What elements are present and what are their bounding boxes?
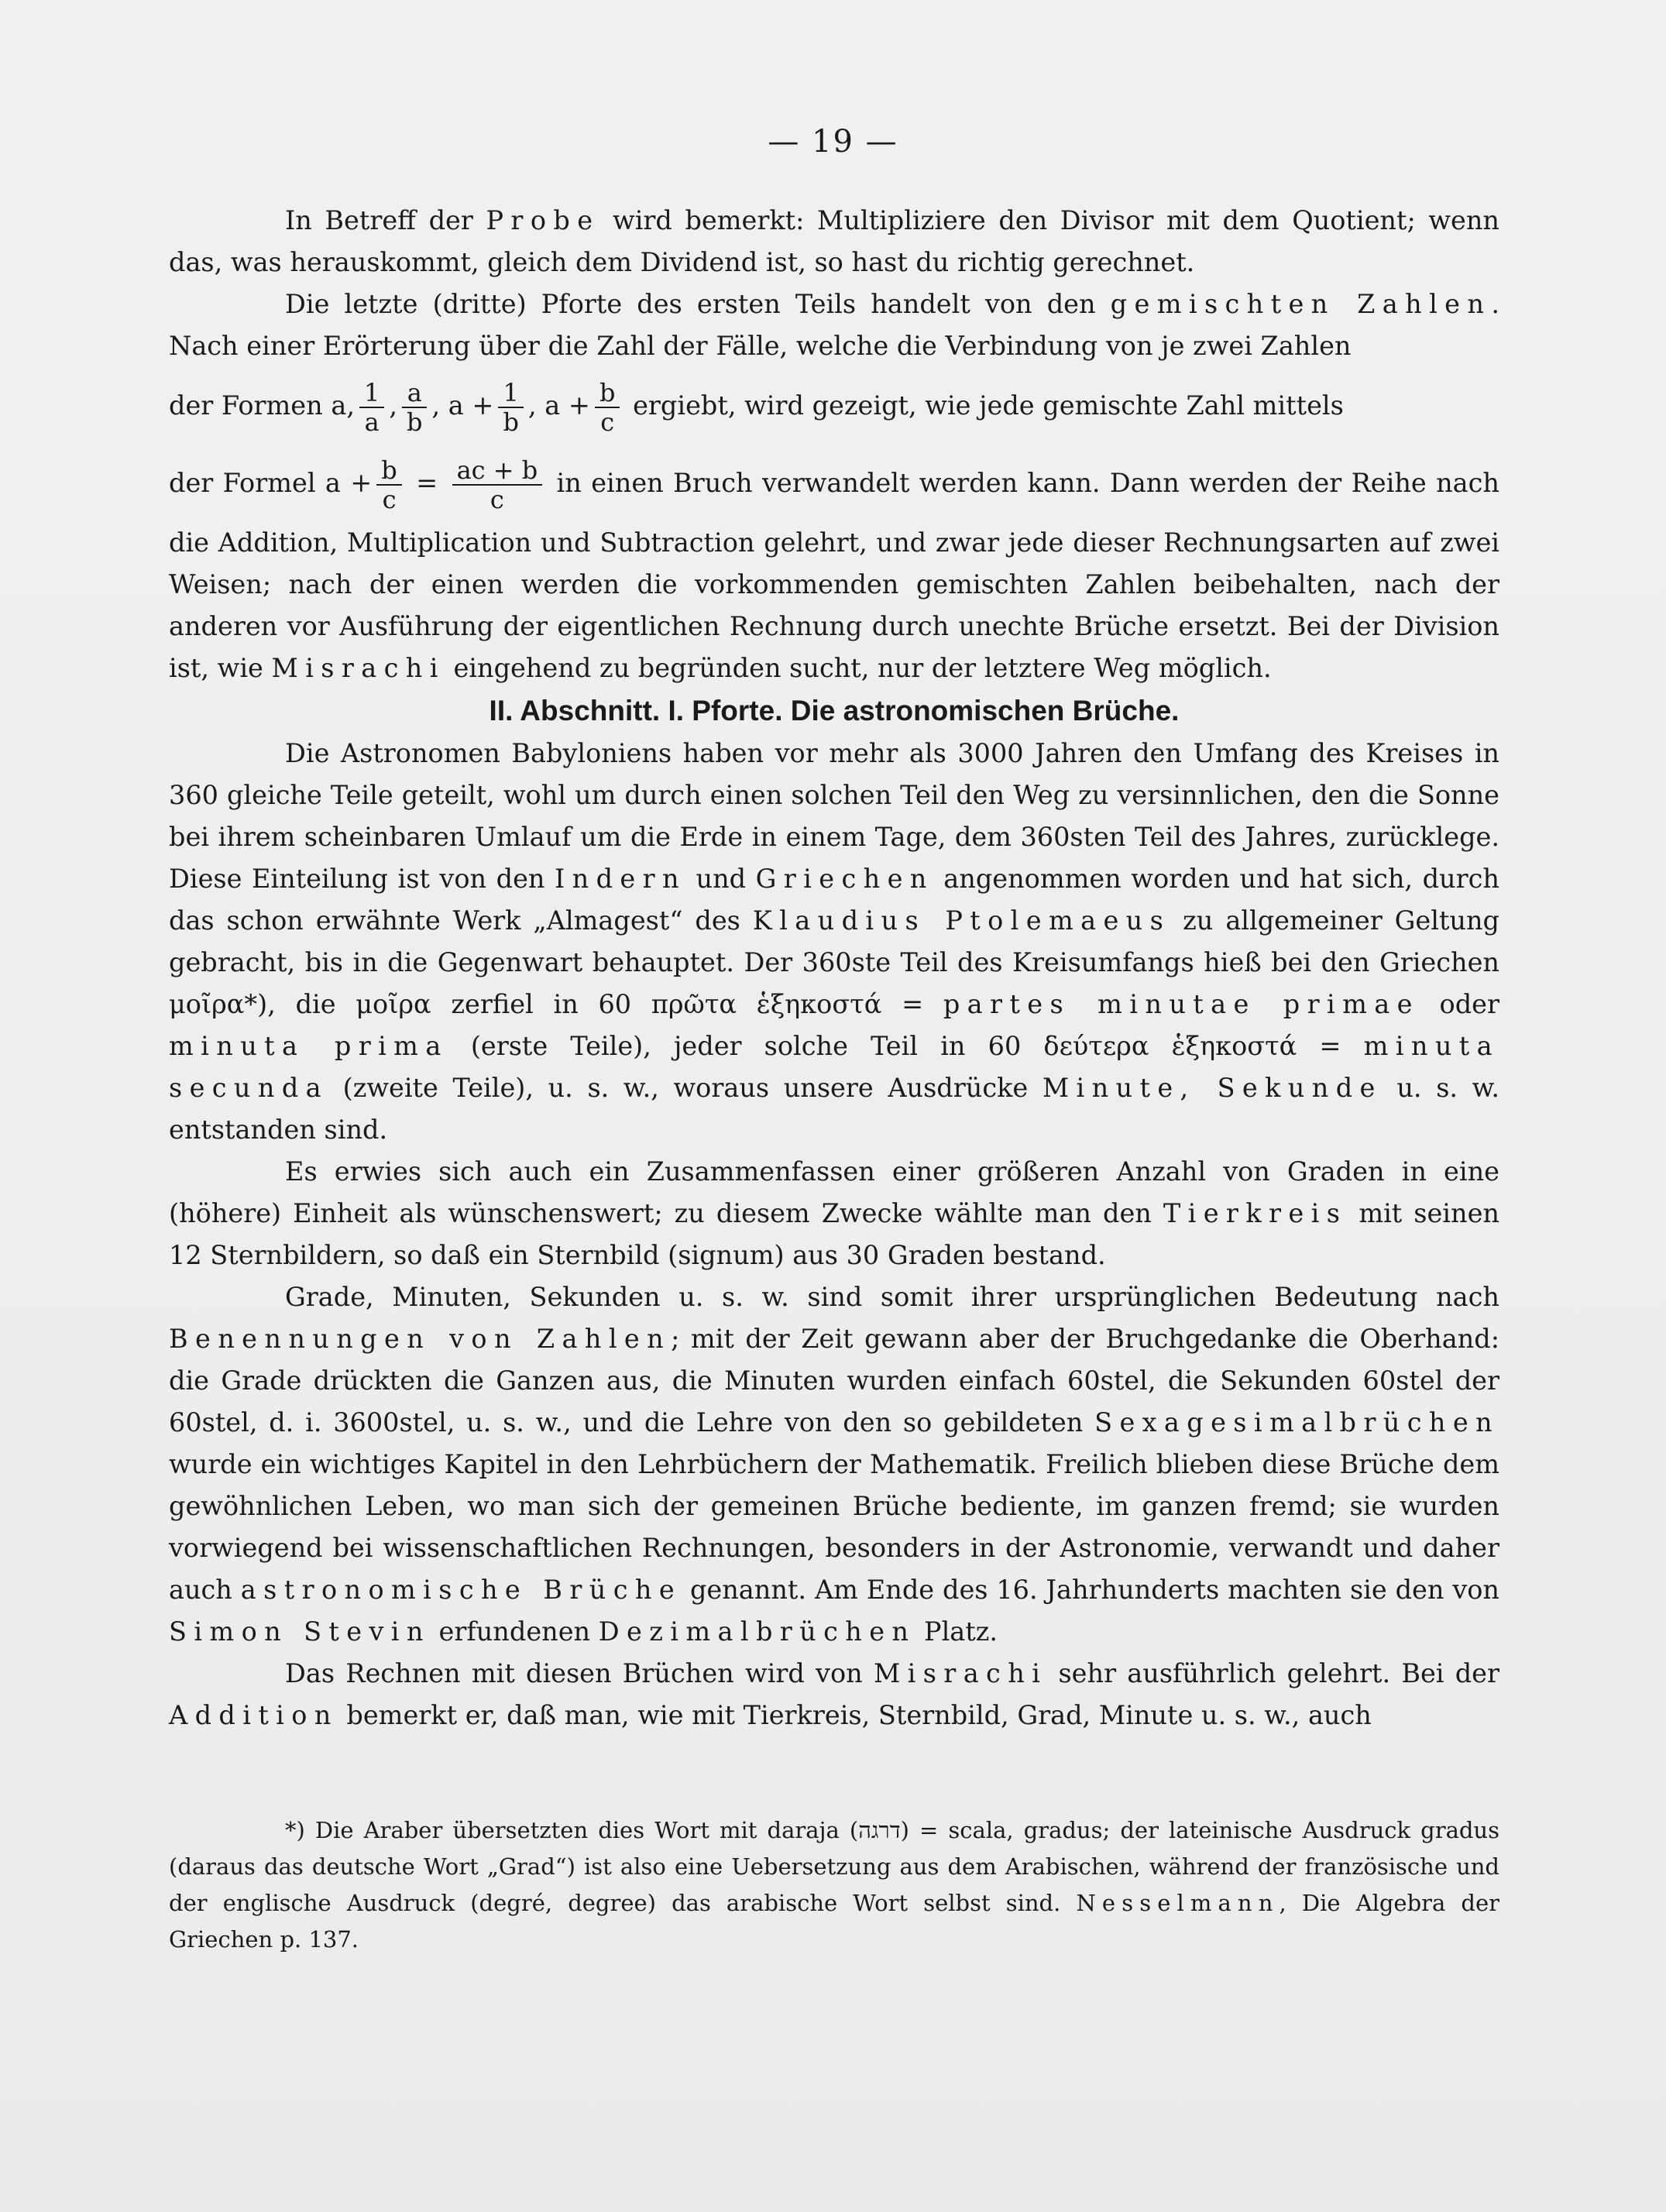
- spaced-term: minuta prima: [169, 1031, 448, 1061]
- text-run: u. s. w. entstanden sind.: [169, 1073, 1499, 1145]
- text-run: eingehend zu begründen sucht, nur der letztere Weg möglich.: [445, 653, 1272, 683]
- text-run: Grade, Minuten, Sekunden u. s. w. sind somit ihrer ursprünglichen Bedeutung nach: [285, 1282, 1499, 1312]
- paragraph-probe: [169, 200, 1499, 283]
- text-run: , a +: [431, 390, 494, 421]
- text-run: und: [685, 864, 756, 894]
- paragraph-mixed-numbers: [169, 283, 1499, 367]
- text-run: erfundenen: [430, 1616, 599, 1647]
- main-text: [169, 200, 1499, 1736]
- denominator: c: [382, 485, 397, 514]
- spaced-term: Simon Stevin: [169, 1616, 431, 1647]
- text-run: genannt. Am Ende des 16. Jahrhunderts machten sie den von: [682, 1575, 1499, 1605]
- paragraph-forms: der Formen a, $\frac{1}{a}$ , $\frac{a}{b}$ , a + $\frac{1}{b}$ , a + $\frac{b}{c}$ ergiebt, wird gezeigt, wie jede gemischte Zahl mittels: [169, 378, 1344, 437]
- text-run: Platz.: [915, 1616, 998, 1647]
- fraction: [402, 379, 427, 436]
- spaced-term: Tierkreis: [1163, 1198, 1348, 1228]
- text-run: der Formel a +: [169, 468, 373, 498]
- spaced-term: Minute, Sekunde: [1042, 1073, 1383, 1103]
- text-run: bemerkt er, daß man, wie mit Tierkreis, Sternbild, Grad, Minute u. s. w., auch: [338, 1700, 1372, 1730]
- footnote: [169, 1812, 1499, 1958]
- text-run: Das Rechnen mit diesen Brüchen wird von: [285, 1658, 874, 1688]
- denominator: a: [364, 407, 380, 437]
- fraction: [595, 379, 620, 436]
- text-run: *) Die Araber übersetzten dies Wort mit daraja (דרגה) = scala, gradus; der lateinische Ausdruck gradus (daraus das deutsche Wort „Grad“) ist also eine Uebersetzung aus dem Arabischen, während der französische und der englische Ausdruck (degré, degree) das arabische Wort selbst sind.: [169, 1817, 1499, 1916]
- denominator: c: [600, 407, 615, 437]
- spaced-term: Nesselmann: [1076, 1890, 1280, 1916]
- spaced-term: Addition: [169, 1700, 338, 1730]
- text-run: mit seinen 12 Sternbildern, so daß ein Sternbild (signum) aus 30 Graden bestand.: [169, 1198, 1499, 1270]
- text-run: wird bemerkt: Multipliziere den Divisor mit dem Quotient; wenn das, was herauskommt, gleich dem Dividend ist, so hast du richtig gerechnet.: [169, 205, 1499, 277]
- text-run: wurde ein wichtiges Kapitel in den Lehrbüchern der Mathematik. Freilich blieben diese Brüche dem gewöhnlichen Leben, wo man sich der gemeinen Brüche bediente, im ganzen fremd; sie wurden vorwiegend bei wissenschaftlichen Rechnungen, besonders in der Astronomie, verwandt und daher auch: [169, 1449, 1499, 1605]
- footnote-text: [169, 1812, 1499, 1958]
- spaced-term: Misrachi: [271, 653, 445, 683]
- fraction: [376, 456, 401, 514]
- text-run: Die Astronomen Babyloniens haben vor mehr als 3000 Jahren den Umfang des Kreises in 360 gleiche Teile geteilt, wohl um durch einen solchen Teil den Weg zu versinnlichen, den die Sonne bei ihrem scheinbaren Umlauf um die Erde in einem Tage, dem 360sten Teil des Jahres, zurücklege. Diese Einteilung ist von den: [169, 738, 1499, 894]
- spaced-term: gemischten Zahlen: [1110, 289, 1492, 319]
- page-number: — 19 —: [768, 124, 898, 160]
- paragraph-zodiac: [169, 1151, 1499, 1276]
- text-run: in einen Bruch verwandelt werden kann. Dann werden der Reihe nach die Addition, Multiplication und Subtraction gelehrt, und zwar jede dieser Rechnungsarten auf zwei Weisen; nach der einen werden die vorkommenden gemischten Zahlen beibehalten, nach der anderen vor Ausführung der eigentlichen Rechnung durch unechte Brüche ersetzt. Bei der Division ist, wie: [169, 468, 1499, 683]
- text-run: (erste Teile), jeder solche Teil in 60 δεύτερα ἑξηκοστά =: [448, 1031, 1364, 1061]
- text-run: der Formen a,: [169, 390, 355, 421]
- text-run: , Die Algebra der Griechen p. 137.: [169, 1890, 1499, 1953]
- text-run: In Betreff der: [285, 205, 486, 235]
- spaced-term: Benennungen von Zahlen: [169, 1324, 672, 1354]
- paragraph-addition: [169, 1653, 1499, 1736]
- numerator: b: [376, 456, 401, 486]
- numerator: b: [595, 379, 620, 408]
- denominator: c: [489, 485, 504, 514]
- spaced-term: Misrachi: [873, 1658, 1048, 1688]
- text-run: Die letzte (dritte) Pforte des ersten Teils handelt von den: [285, 289, 1111, 319]
- section-heading: II. Abschnitt. I. Pforte. Die astronomischen Brüche.: [489, 695, 1180, 726]
- spaced-term: Probe: [486, 205, 600, 235]
- numerator: a: [402, 379, 427, 408]
- fraction: [359, 379, 384, 436]
- spaced-term: Dezimalbrüchen: [598, 1616, 916, 1647]
- spaced-term: Griechen: [755, 864, 934, 894]
- text-run: zu allgemeiner Geltung gebracht, bis in die Gegenwart behauptet. Der 360ste Teil des Kreisumfangs hieß bei den Griechen μοῖρα*), die μοῖρα zerfiel in 60 πρῶτα ἑξηκοστά =: [169, 905, 1500, 1019]
- denominator: b: [406, 407, 423, 437]
- spaced-term: Klaudius Ptolemaeus: [752, 905, 1171, 936]
- text-run: . Nach einer Erörterung über die Zahl der Fälle, welche die Verbindung von je zwei Zahlen: [169, 289, 1499, 361]
- text-run: (zweite Teile), u. s. w., woraus unsere Ausdrücke: [328, 1073, 1043, 1103]
- numerator: 1: [498, 379, 523, 408]
- text-run: angenommen worden und hat sich, durch das schon erwähnte Werk „Almagest“ des: [169, 864, 1499, 936]
- fraction: [498, 379, 523, 436]
- paragraph-astronomers: [169, 733, 1499, 1151]
- spaced-term: Sexagesimalbrüchen: [1094, 1407, 1499, 1437]
- numerator: ac + b: [452, 456, 543, 486]
- denominator: b: [503, 407, 519, 437]
- paragraph-formula: [169, 445, 1499, 689]
- spaced-term: minuta secunda: [169, 1031, 1499, 1103]
- text-run: sehr ausführlich gelehrt. Bei der: [1047, 1658, 1500, 1688]
- text-run: ; mit der Zeit gewann aber der Bruchgedanke die Oberhand: die Grade drückten die Ganzen aus, die Minuten wurden einfach 60stel, die Sekunden 60stel der 60stel, d. i. 3600stel, u. s. w., und die Lehre von den so gebildeten: [169, 1324, 1499, 1437]
- spaced-term: Indern: [555, 864, 686, 894]
- numerator: 1: [359, 379, 384, 408]
- spaced-term: partes minutae primae: [943, 989, 1420, 1019]
- equals-sign: =: [406, 468, 448, 498]
- text-run: ergiebt, wird gezeigt, wie jede gemischte Zahl mittels: [624, 390, 1344, 421]
- spaced-term: astronomische Brüche: [240, 1575, 682, 1605]
- paragraph-sexagesimal: [169, 1276, 1499, 1653]
- text-run: Es erwies sich auch ein Zusammenfassen einer größeren Anzahl von Graden in eine (höhere) Einheit als wünschenswert; zu diesem Zwecke wählte man den: [169, 1156, 1499, 1228]
- fraction: [452, 456, 543, 514]
- text-run: , a +: [527, 390, 590, 421]
- text-run: oder: [1419, 989, 1499, 1019]
